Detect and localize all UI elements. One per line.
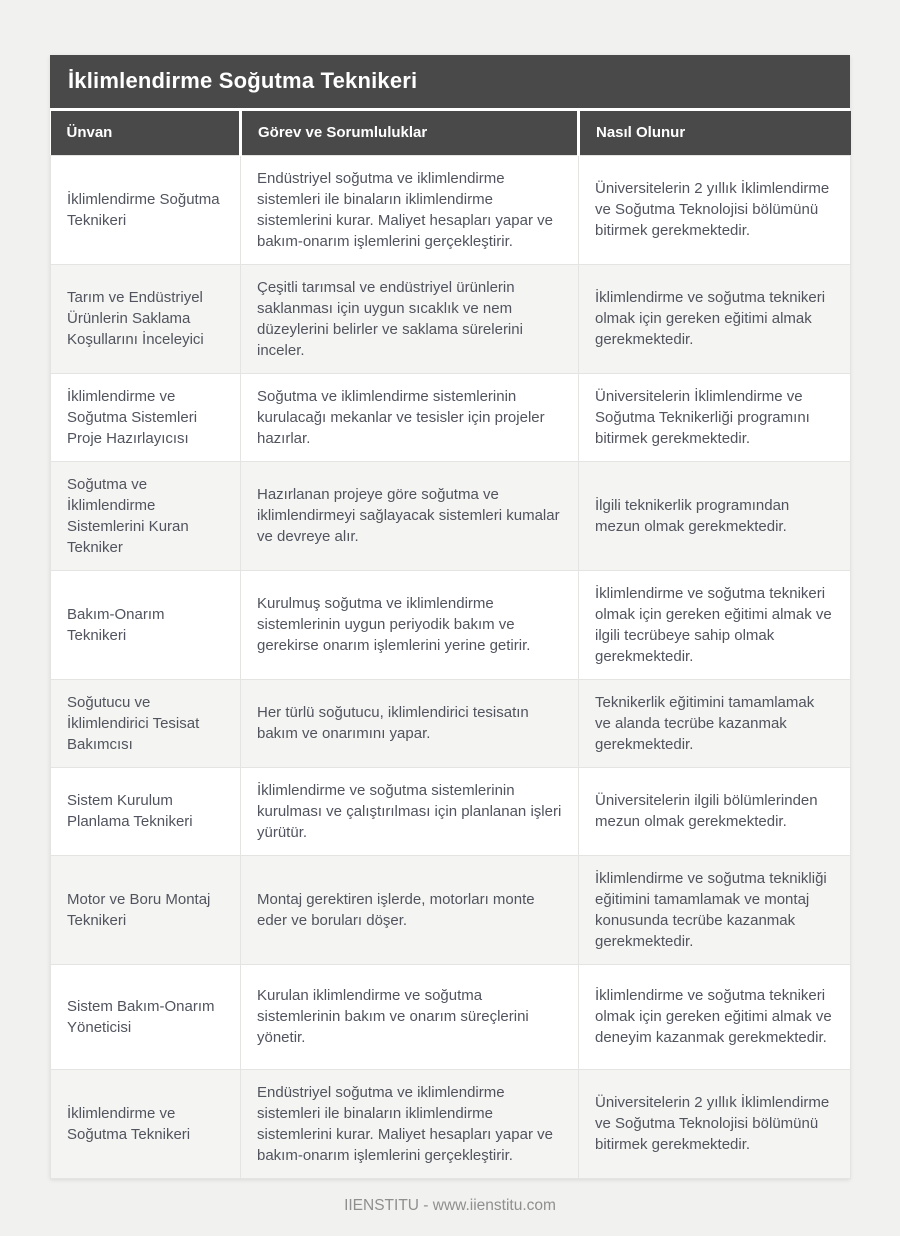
how-to-cell: İklimlendirme ve soğutma teknikeri olmak için gereken eğitimi almak gerekmektedir. bbox=[579, 264, 851, 373]
table-header-row bbox=[51, 111, 851, 155]
duties-cell: Montaj gerektiren işlerde, motorları monte eder ve boruları döşer. bbox=[241, 855, 579, 964]
job-title-cell: Motor ve Boru Montaj Teknikeri bbox=[51, 855, 241, 964]
job-title-cell: Sistem Bakım-Onarım Yöneticisi bbox=[51, 964, 241, 1069]
table-row bbox=[51, 264, 851, 373]
duties-cell: Kurulmuş soğutma ve iklimlendirme sistemlerinin uygun periyodik bakım ve gerekirse onarım işlemlerini yerine getirir. bbox=[241, 570, 579, 679]
job-title-cell: Tarım ve Endüstriyel Ürünlerin Saklama Koşullarını İnceleyici bbox=[51, 264, 241, 373]
table-row bbox=[51, 679, 851, 767]
job-table-card bbox=[50, 55, 850, 1179]
job-title-cell: Soğutucu ve İklimlendirici Tesisat Bakımcısı bbox=[51, 679, 241, 767]
job-title-cell: İklimlendirme Soğutma Teknikeri bbox=[51, 155, 241, 264]
how-to-cell: İlgili teknikerlik programından mezun olmak gerekmektedir. bbox=[579, 461, 851, 570]
how-to-cell: Üniversitelerin 2 yıllık İklimlendirme ve Soğutma Teknolojisi bölümünü bitirmek gerekmektedir. bbox=[579, 1069, 851, 1178]
footer-text: IIENSTITU - www.iienstitu.com bbox=[344, 1196, 556, 1214]
column-header-gorev: Görev ve Sorumluluklar bbox=[241, 111, 579, 155]
duties-cell: Hazırlanan projeye göre soğutma ve iklimlendirmeyi sağlayacak sistemleri kumalar ve devreye alır. bbox=[241, 461, 579, 570]
how-to-cell: İklimlendirme ve soğutma teknikeri olmak için gereken eğitimi almak ve deneyim kazanmak gerekmektedir. bbox=[579, 964, 851, 1069]
job-title-cell: İklimlendirme ve Soğutma Teknikeri bbox=[51, 1069, 241, 1178]
how-to-cell: İklimlendirme ve soğutma teknikliği eğitimini tamamlamak ve montaj konusunda tecrübe kazanmak gerekmektedir. bbox=[579, 855, 851, 964]
table-row bbox=[51, 155, 851, 264]
job-title-cell: Soğutma ve İklimlendirme Sistemlerini Kuran Tekniker bbox=[51, 461, 241, 570]
how-to-cell: Üniversitelerin ilgili bölümlerinden mezun olmak gerekmektedir. bbox=[579, 767, 851, 855]
duties-cell: Endüstriyel soğutma ve iklimlendirme sistemleri ile binaların iklimlendirme sistemlerini kurar. Maliyet hesapları yapar ve bakım-onarım işlemlerini gerçekleştirir. bbox=[241, 1069, 579, 1178]
table-row bbox=[51, 855, 851, 964]
table-row bbox=[51, 570, 851, 679]
jobs-table bbox=[50, 111, 851, 1179]
duties-cell: İklimlendirme ve soğutma sistemlerinin kurulması ve çalıştırılması için planlanan işleri yürütür. bbox=[241, 767, 579, 855]
duties-cell: Çeşitli tarımsal ve endüstriyel ürünlerin saklanması için uygun sıcaklık ve nem düzeylerini belirler ve saklama sürelerini inceler. bbox=[241, 264, 579, 373]
table-row bbox=[51, 373, 851, 461]
table-row bbox=[51, 461, 851, 570]
job-title-cell: Bakım-Onarım Teknikeri bbox=[51, 570, 241, 679]
duties-cell: Endüstriyel soğutma ve iklimlendirme sistemleri ile binaların iklimlendirme sistemlerini kurar. Maliyet hesapları yapar ve bakım-onarım işlemlerini gerçekleştirir. bbox=[241, 155, 579, 264]
table-row bbox=[51, 767, 851, 855]
how-to-cell: Teknikerlik eğitimini tamamlamak ve alanda tecrübe kazanmak gerekmektedir. bbox=[579, 679, 851, 767]
duties-cell: Soğutma ve iklimlendirme sistemlerinin kurulacağı mekanlar ve tesisler için projeler hazırlar. bbox=[241, 373, 579, 461]
duties-cell: Her türlü soğutucu, iklimlendirici tesisatın bakım ve onarımını yapar. bbox=[241, 679, 579, 767]
table-row bbox=[51, 1069, 851, 1178]
duties-cell: Kurulan iklimlendirme ve soğutma sistemlerinin bakım ve onarım süreçlerini yönetir. bbox=[241, 964, 579, 1069]
column-header-unvan: Ünvan bbox=[51, 111, 241, 155]
table-row bbox=[51, 964, 851, 1069]
how-to-cell: Üniversitelerin 2 yıllık İklimlendirme ve Soğutma Teknolojisi bölümünü bitirmek gerekmektedir. bbox=[579, 155, 851, 264]
how-to-cell: İklimlendirme ve soğutma teknikeri olmak için gereken eğitimi almak ve ilgili tecrübeye sahip olmak gerekmektedir. bbox=[579, 570, 851, 679]
job-title-cell: İklimlendirme ve Soğutma Sistemleri Proje Hazırlayıcısı bbox=[51, 373, 241, 461]
column-header-nasil: Nasıl Olunur bbox=[579, 111, 851, 155]
job-title-cell: Sistem Kurulum Planlama Teknikeri bbox=[51, 767, 241, 855]
page-title: İklimlendirme Soğutma Teknikeri bbox=[50, 55, 850, 108]
how-to-cell: Üniversitelerin İklimlendirme ve Soğutma Teknikerliği programını bitirmek gerekmektedir. bbox=[579, 373, 851, 461]
